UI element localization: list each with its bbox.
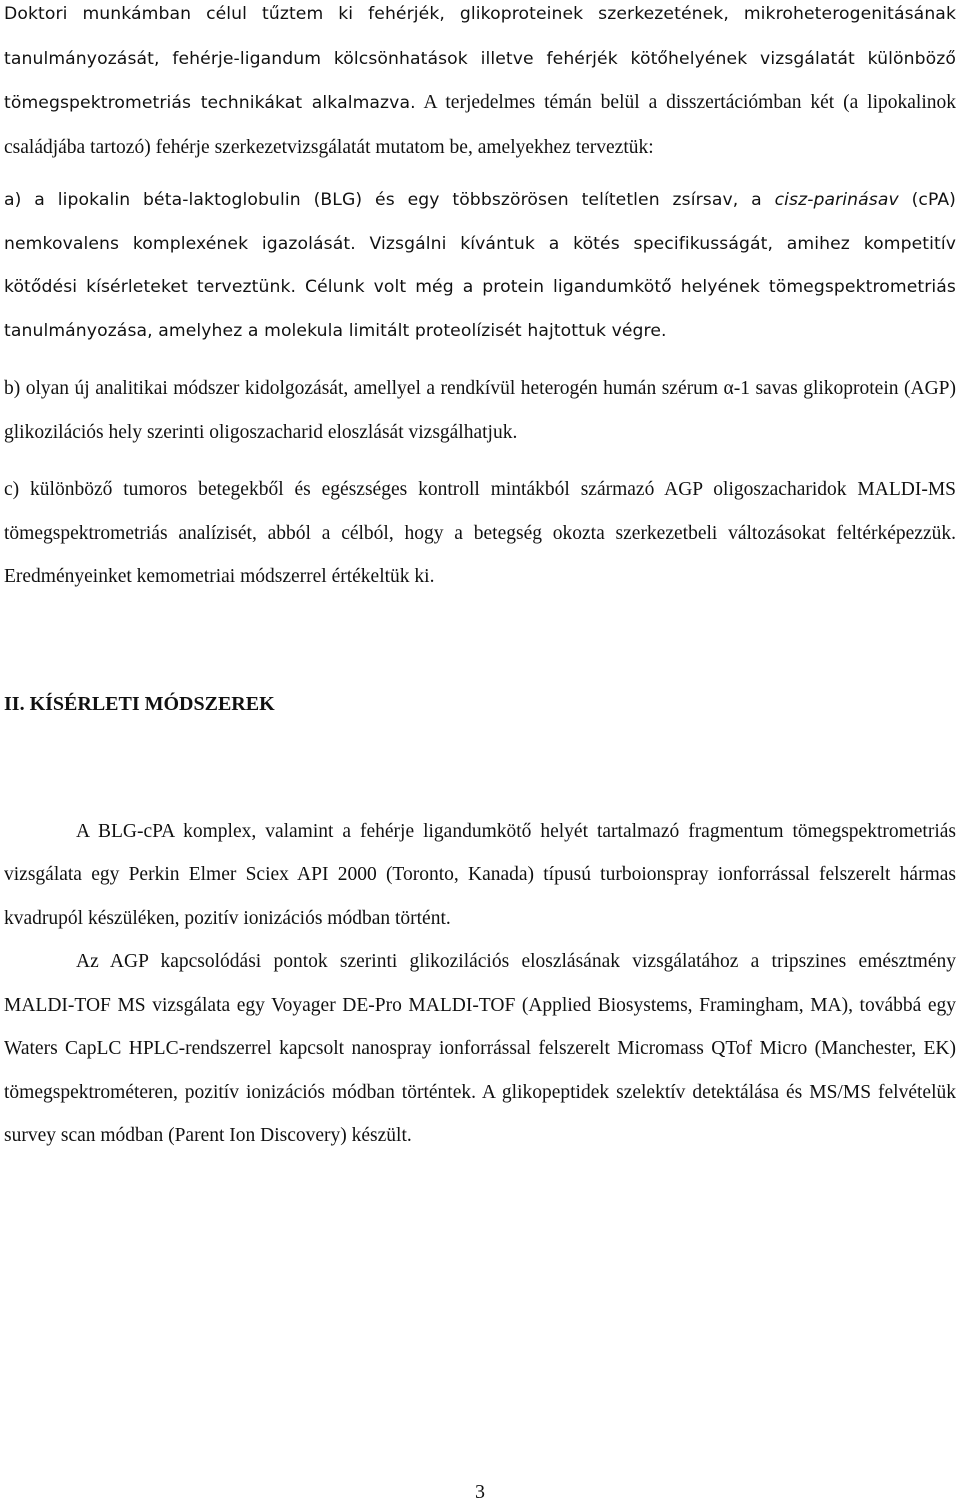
objective-a-italic: cisz-parinásav <box>774 190 899 210</box>
page-number: 3 <box>475 1481 485 1503</box>
methods-paragraph-1: A BLG-cPA komplex, valamint a fehérje ligandumkötő helyét tartalmazó fragmentum tömegspektrometriás vizsgálata egy Perkin Elmer Sciex API 2000 (Toronto, Kanada) típusú turboionspray ionforrással felszerelt hármas kvadrupól készüléken, pozitív ionizációs módban történt. <box>4 820 956 929</box>
methods-paragraph-2: Az AGP kapcsolódási pontok szerinti glikozilációs eloszlásának vizsgálatához a tripszines emésztmény MALDI-TOF MS vizsgálata egy Voyager DE-Pro MALDI-TOF (Applied Biosystems, Framingham, MA), továbbá egy Waters CapLC HPLC-rendszerrel kapcsolt nanospray ionforrással felszerelt Micromass QTof Micro (Manchester, EK) tömegspektrométeren, pozitív ionizációs módban történtek. A glikopeptidek szelektív detektálása és MS/MS felvételük survey scan módban (Parent Ion Discovery) készült. <box>4 951 956 1146</box>
objective-a-text-3: Célunk volt még a protein ligandumkötő helyének tömegspektrometriás tanulmányozása, amelyhez a molekula limitált proteolízisét hajtottuk végre. <box>4 277 956 341</box>
intro-text-sans: Doktori munkámban célul tűztem ki fehérjék, glikoproteinek szerkezetének, mikroheterogenitásának tanulmányozását, fehérje-ligandum kölcsönhatások illetve fehérjék kötőhelyének vizsgálatát különböző tömegspektrometriás technikákat alkalmazva. <box>4 4 956 113</box>
objective-a-text-1: a) a lipokalin béta-laktoglobulin (BLG) és egy többszörösen telítetlen zsírsav, a <box>4 190 762 210</box>
objective-a-paragraph <box>4 179 956 353</box>
intro-text-serif: A terjedelmes témán belül a disszertációmban két (a lipokalinok családjába tartozó) fehérje szerkezetvizsgálatát mutatom be, amelyekhez terveztük: <box>4 92 956 158</box>
section-heading: II. KÍSÉRLETI MÓDSZEREK <box>4 692 275 715</box>
intro-paragraph <box>4 0 956 169</box>
objective-a-text-2: (cPA) nemkovalens komplexének igazolását. Vizsgálni kívántuk a kötés specifikusságát, amihez kompetitív kötődési kísérleteket terveztünk. <box>4 190 956 297</box>
objective-c-paragraph: c) különböző tumoros betegekből és egészséges kontroll mintákból származó AGP oligoszacharidok MALDI-MS tömegspektrometriás analízisét, abból a célból, hogy a betegség okozta szerkezetbeli változásokat feltérképezzük. Eredményeinket kemometriai módszerrel értékeltük ki. <box>4 479 956 587</box>
objective-b-paragraph: b) olyan új analitikai módszer kidolgozását, amellyel a rendkívül heterogén humán szérum α-1 savas glikoprotein (AGP) glikozilációs hely szerinti oligoszacharid eloszlását vizsgálhatjuk. <box>4 378 956 443</box>
document-page <box>4 0 956 1158</box>
